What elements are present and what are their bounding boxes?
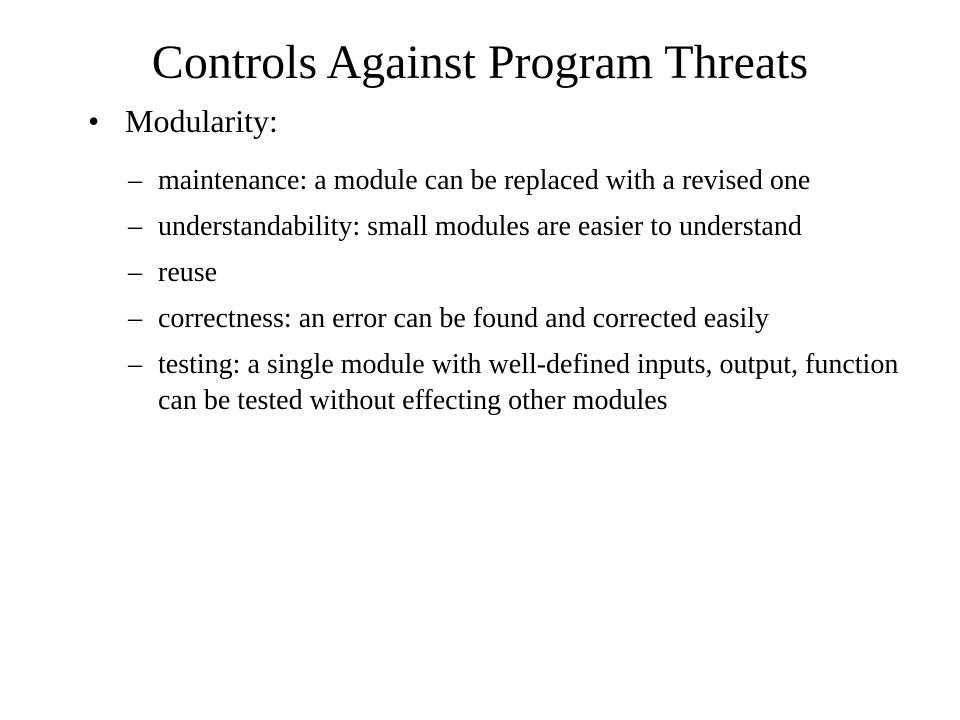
- sub-bullet-understandability: [128, 209, 918, 245]
- dash-mark: –: [128, 349, 142, 380]
- sub-bullet-text: correctness: an error can be found and corrected easily: [158, 303, 770, 334]
- sub-bullet-text: maintenance: a module can be replaced with a revised one: [158, 165, 811, 196]
- sub-bullet-text: testing: a single module with well-defined inputs, output, function can be tested without effecting other modules: [158, 349, 899, 416]
- bullet-mark: •: [88, 103, 100, 139]
- sub-bullet-testing: [128, 347, 918, 419]
- sub-bullet-reuse: [128, 255, 918, 291]
- dash-mark: –: [128, 257, 142, 288]
- sub-bullet-text: understandability: small modules are easier to understand: [158, 211, 802, 242]
- slide-title: Controls Against Program Threats: [151, 36, 809, 89]
- dash-mark: –: [128, 303, 142, 334]
- bullet-text: Modularity:: [125, 103, 278, 139]
- sub-bullet-maintenance: [128, 163, 918, 199]
- bullet-modularity: [88, 101, 908, 141]
- dash-mark: –: [128, 165, 142, 196]
- sub-bullet-text: reuse: [158, 257, 218, 288]
- sub-bullet-correctness: [128, 301, 918, 337]
- sub-bullet-list: [128, 163, 918, 429]
- dash-mark: –: [128, 211, 142, 242]
